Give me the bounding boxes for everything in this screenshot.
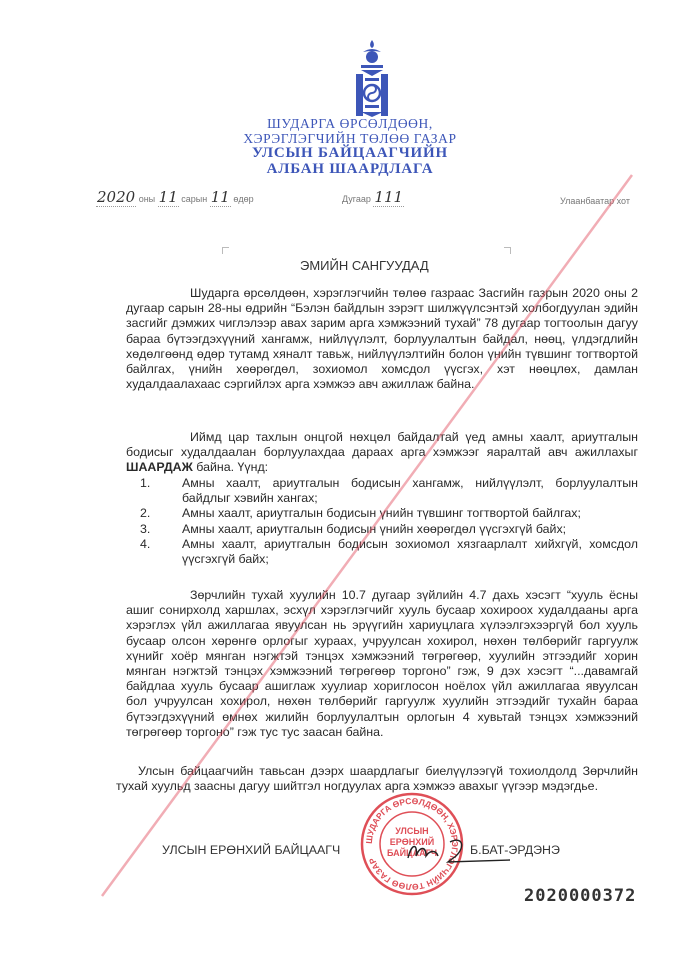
list-item-number: 4. bbox=[140, 536, 151, 551]
list-item-text: Амны хаалт, ариутгалын бодисын үнийн түвшинг тогтвортой байлгах; bbox=[182, 506, 581, 521]
list-item-text: Амны хаалт, ариутгалын бодисын хангамж, нийлүүлэлт, борлуулалтын байдлыг хэвийн хангах; bbox=[182, 476, 638, 506]
handwritten-signature bbox=[400, 832, 512, 868]
document-number-label: Дугаар bbox=[342, 194, 371, 204]
list-item bbox=[140, 522, 638, 537]
org-name-line2: ХЭРЭГЛЭГЧИЙН ТӨЛӨӨ ГАЗАР bbox=[243, 131, 457, 146]
address-corner-right bbox=[504, 247, 511, 254]
soyombo-emblem-icon bbox=[352, 38, 392, 120]
date-year: 2020 bbox=[97, 188, 136, 206]
address-corner-left bbox=[222, 247, 229, 254]
city: Улаанбаатар хот bbox=[560, 196, 630, 206]
paragraph-2-emphasis: ШААРДАЖ bbox=[126, 460, 193, 475]
signer-name: Б.БАТ-ЭРДЭНЭ bbox=[470, 843, 560, 857]
paragraph-2-text: Иймд цар тахлын онцгой нөхцөл байдалтай үед амны хаалт, ариутгалын бодисыг худалдаалан борлуулахдаа дараах арга хэмжээг яаралтай авч ажиллахыг bbox=[126, 430, 638, 460]
date-field bbox=[96, 188, 254, 206]
date-month: 11 bbox=[158, 188, 178, 206]
paragraph-2-end: байна. Үүнд: bbox=[196, 460, 269, 475]
list-item-number: 3. bbox=[140, 521, 151, 536]
paragraph-4: Улсын байцаагчийн тавьсан дээрх шаардлагыг биелүүлээгүй тохиолдолд Зөрчлийн тухай хуульд заасны дагуу шийтгэл ногдуулах арга хэмжээ авахыг үүгээр мэдэгдье. bbox=[116, 764, 638, 794]
document-number: 111 bbox=[374, 188, 404, 206]
paragraph-1: Шударга өрсөлдөөн, хэрэглэгчийн төлөө газраас Засгийн газрын 2020 оны 2 дугаар сарын 28-ны өдрийн “Бэлэн байдлын зэрэгт шилжүүлсэнтэй холбогдуулан эдийн засгийг дэмжих чиглэлээр авах зарим арга хэмжээний тухай” 78 дугаар тогтоолын дагуу бараа бүтээгдэхүүний хангамж, нийлүүлэлт, борлуулалтын байдал, нөөц, үлдэгдлийн хөдөлгөөнд өдөр тутамд хяналт тавьж, нийлүүлэлтийн болон үнийн түвшинг тогтвортой байлгах, үнийн хөөрөгдөл, зохиомол хомсдол үүсгэх, хэт нөөцлөх, дамлан худалдаалахаас сэргийлэх арга хэмжээ авч ажиллаж байна. bbox=[126, 286, 638, 392]
date-month-suffix: сарын bbox=[181, 194, 208, 204]
registration-number: 2020000372 bbox=[524, 886, 637, 906]
date-year-suffix: оны bbox=[138, 194, 156, 204]
document-title-line2: АЛБАН ШААРДЛАГА bbox=[266, 161, 434, 177]
date-day-suffix: өдөр bbox=[233, 194, 254, 204]
document-number-field bbox=[342, 188, 404, 206]
paragraph-3: Зөрчлийн тухай хуулийн 10.7 дугаар зүйлийн 4.7 дахь хэсэгт “хууль ёсны ашиг сонирхолд харшлах, эсхүл хэрэглэгчийг хууль бусаар хохироох худалдааны арга хэрэглэх үйл ажиллагаа явуулсан нь эрүүгийн хариуцлага хүлээлгэхээргүй бол хууль бусаар олсон хөрөнгө орлогыг хураах, учруулсан хохирол, нөхөн төлбөрийг гаргуулж хүнийг хоёр мянган нэгжтэй тэнцэх хэмжээний төгрөгөөр, хуулийн этгээдийг хорин мянган нэгжтэй тэнцэх хэмжээний төгрөгөөр торгоно” гэж, 9 дэх хэсэгт “...давамгай байдлаа хууль бусаар ашиглаж хуулиар хориглосон ноёлох үйл ажиллагаа явуулсан бол учруулсан хохирол, нөхөн төлбөрийг гаргуулж хуулийн этгээдийг тухайн бараа бүтээгдэхүүний өмнөх жилийн борлуулалтын орлогын 4 хувьтай тэнцэх хэмжээний төгрөгөөр торгоно” гэж тус тус заасан байна. bbox=[126, 588, 638, 739]
stamp-center-text: УЛСЫН ЕРӨНХИЙ БАЙЦААГЧ bbox=[386, 826, 438, 858]
list-item bbox=[140, 506, 638, 521]
requirements-list bbox=[140, 476, 638, 567]
signer-position: УЛСЫН ЕРӨНХИЙ БАЙЦААГЧ bbox=[162, 843, 341, 857]
org-name-line1: ШУДАРГА ӨРСӨЛДӨӨН, bbox=[267, 116, 433, 131]
list-item-text: Амны хаалт, ариутгалын бодисын үнийн хөөрөгдөл үүсгэхгүй байх; bbox=[182, 521, 567, 536]
list-item-number: 1. bbox=[140, 476, 151, 490]
paragraph-2 bbox=[126, 430, 638, 476]
list-item bbox=[140, 537, 638, 567]
stamp-ring-text: ШУДАРГА ӨРСӨЛДӨӨН, ХЭРЭГЛЭГЧИЙН ТӨЛӨӨ ГАЗАР bbox=[363, 795, 461, 893]
list-item-text: Амны хаалт, ариутгалын бодисын зохиомол хязгаарлалт хийхгүй, хомсдол үүсгэхгүй байх; bbox=[182, 536, 638, 567]
list-item-number: 2. bbox=[140, 506, 151, 521]
addressee: ЭМИЙН САНГУУДАД bbox=[300, 258, 429, 273]
date-day: 11 bbox=[210, 188, 230, 206]
list-item bbox=[140, 476, 638, 506]
document-title-line1: УЛСЫН БАЙЦААГЧИЙН bbox=[252, 145, 448, 161]
